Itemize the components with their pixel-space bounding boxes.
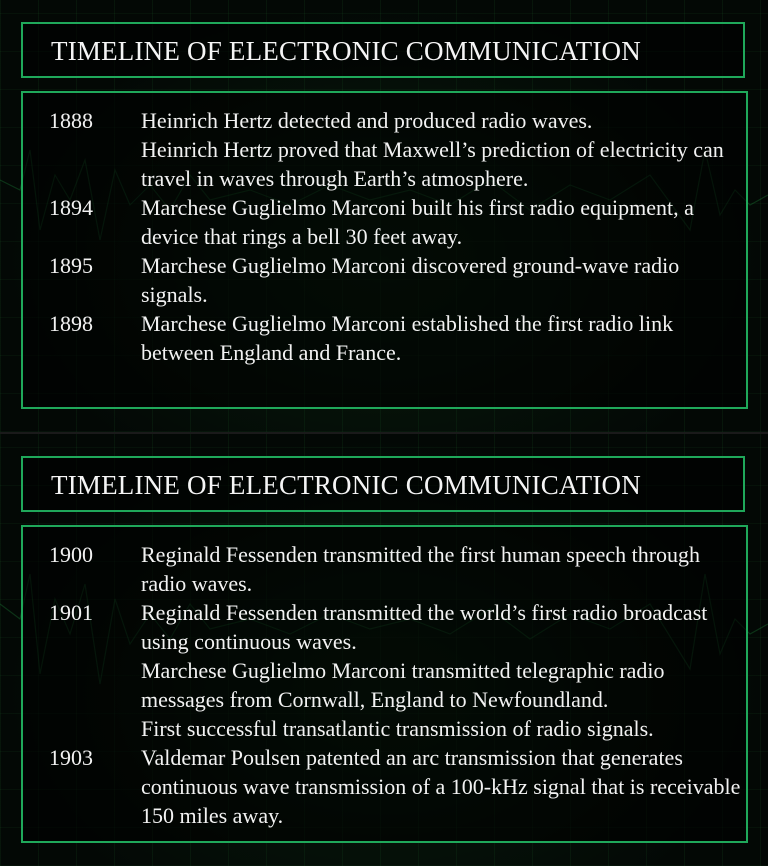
entry-event: First successful transatlantic transmission of radio signals.: [141, 716, 654, 741]
timeline-entry: [49, 598, 749, 743]
timeline-entry: [49, 251, 749, 309]
timeline-entry: [49, 309, 749, 367]
slide-title: TIMELINE OF ELECTRONIC COMMUNICATION: [51, 36, 641, 66]
entry-event: Marchese Guglielmo Marconi established the first radio link between England and France.: [141, 311, 674, 365]
entry-event: Marchese Guglielmo Marconi built his first radio equipment, a device that rings a bell 30 feet away.: [141, 195, 694, 249]
entry-event: Valdemar Poulsen patented an arc transmission that generates continuous wave transmission of a 100-kHz signal that is receivable 150 miles away.: [141, 745, 741, 828]
timeline-entry: [49, 193, 749, 251]
title-bar: [21, 22, 745, 78]
timeline-panel: [21, 91, 748, 409]
entry-year: 1888: [49, 108, 93, 133]
timeline-list: [49, 540, 749, 830]
entry-year: 1901: [49, 600, 93, 625]
entry-year: 1903: [49, 745, 93, 770]
entry-year: 1900: [49, 542, 93, 567]
timeline-entry: [49, 106, 749, 193]
timeline-entry: [49, 540, 749, 598]
entry-year: 1894: [49, 195, 93, 220]
timeline-entry: [49, 743, 749, 830]
title-bar: [21, 456, 745, 512]
entry-year: 1898: [49, 311, 93, 336]
slide-1: [0, 0, 768, 432]
entry-year: 1895: [49, 253, 93, 278]
entry-event: Reginald Fessenden transmitted the world’s first radio broadcast using continuous waves.: [141, 600, 708, 654]
slide-2: [0, 434, 768, 866]
entry-event: Heinrich Hertz proved that Maxwell’s prediction of electricity can travel in waves through Earth’s atmosphere.: [141, 137, 724, 191]
entry-event: Marchese Guglielmo Marconi discovered ground-wave radio signals.: [141, 253, 680, 307]
entry-event: Reginald Fessenden transmitted the first human speech through radio waves.: [141, 542, 701, 596]
entry-event: Heinrich Hertz detected and produced radio waves.: [141, 108, 593, 133]
timeline-panel: [21, 525, 748, 843]
entry-event: Marchese Guglielmo Marconi transmitted telegraphic radio messages from Cornwall, England to Newfoundland.: [141, 658, 665, 712]
slide-title: TIMELINE OF ELECTRONIC COMMUNICATION: [51, 470, 641, 500]
timeline-list: [49, 106, 749, 367]
